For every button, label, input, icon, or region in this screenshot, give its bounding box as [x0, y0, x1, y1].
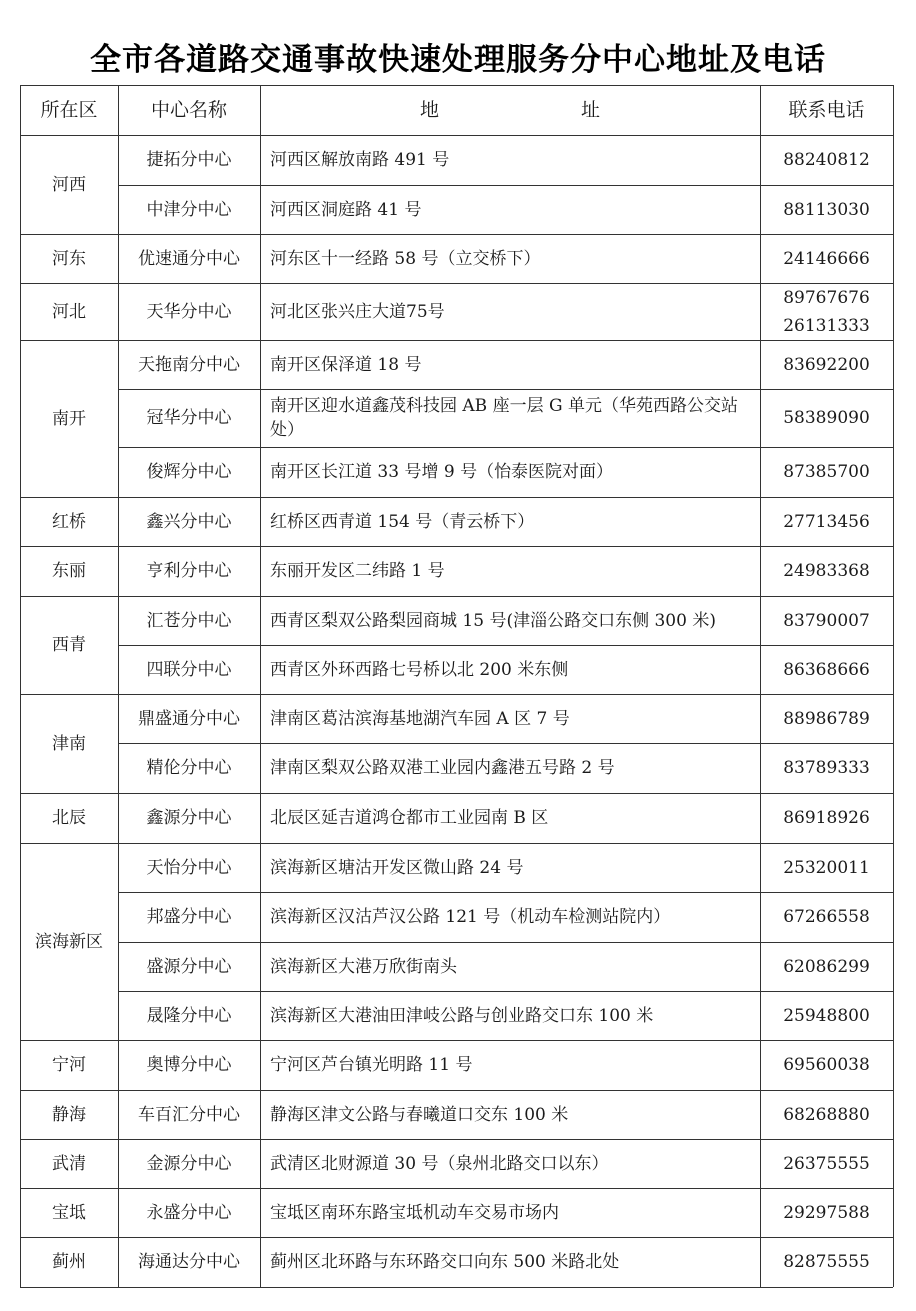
- center-address: 宝坻区南环东路宝坻机动车交易市场内: [270, 1202, 559, 1223]
- phone-number: [760, 185, 893, 234]
- phone-number: [760, 892, 893, 942]
- phone-number: [760, 1090, 893, 1139]
- center-address: 西青区外环西路七号桥以北 200 米东侧: [270, 659, 569, 680]
- table-rule: [20, 85, 893, 86]
- table-rule: [20, 1287, 118, 1288]
- phone-number: [760, 283, 893, 340]
- center-name: 永盛分中心: [146, 1202, 232, 1223]
- phone-number-line: 27713456: [783, 511, 870, 532]
- table-rule: [118, 1287, 893, 1288]
- phone-number: [760, 645, 893, 694]
- center-name: 天怡分中心: [146, 857, 232, 878]
- district-name: 北辰: [52, 808, 86, 828]
- phone-number: [760, 743, 893, 793]
- center-name: 天拖南分中心: [138, 354, 240, 375]
- district-name: 河北: [52, 301, 86, 322]
- district-name: 蓟州: [52, 1252, 86, 1272]
- center-name: 优速通分中心: [138, 248, 240, 269]
- phone-number: [760, 546, 893, 596]
- center-name: 邦盛分中心: [146, 907, 232, 927]
- phone-number: [760, 991, 893, 1040]
- district-name: 西青: [52, 635, 86, 655]
- center-address: 南开区保泽道 18 号: [270, 354, 422, 375]
- center-address: 宁河区芦台镇光明路 11 号: [270, 1055, 473, 1075]
- center-address: 西青区梨双公路梨园商城 15 号(津淄公路交口东侧 300 米): [270, 610, 716, 631]
- phone-number: [760, 1040, 893, 1090]
- phone-number-line: 58389090: [783, 408, 870, 428]
- district-name: 滨海新区: [35, 931, 103, 952]
- center-address: 北辰区延吉道鸿仓都市工业园南 B 区: [270, 808, 549, 828]
- phone-number-line: 82875555: [783, 1252, 870, 1272]
- center-name: 精伦分中心: [146, 758, 232, 778]
- center-name: 汇苍分中心: [146, 610, 232, 631]
- phone-number-line: 89767676: [783, 287, 870, 308]
- phone-number: [760, 497, 893, 546]
- center-address: 津南区葛沽滨海基地湖汽车园 A 区 7 号: [270, 708, 570, 729]
- center-address: 津南区梨双公路双港工业园内鑫港五号路 2 号: [270, 758, 615, 778]
- center-address: 武清区北财源道 30 号（泉州北路交口以东）: [270, 1153, 609, 1174]
- center-name: 冠华分中心: [146, 408, 232, 428]
- phone-number: [760, 596, 893, 645]
- phone-number-line: 88113030: [783, 199, 870, 220]
- center-name: 中津分中心: [146, 199, 232, 220]
- phone-number: [760, 389, 893, 447]
- phone-number: [760, 1237, 893, 1287]
- center-name: 四联分中心: [146, 659, 232, 680]
- phone-number: [760, 694, 893, 743]
- center-address: 南开区长江道 33 号增 9 号（怡泰医院对面）: [270, 462, 614, 482]
- phone-number-line: 67266558: [783, 907, 870, 927]
- phone-number-line: 87385700: [783, 462, 870, 482]
- phone-number: [760, 447, 893, 497]
- center-address: 河东区十一经路 58 号（立交桥下）: [270, 248, 541, 269]
- phone-number-line: 62086299: [783, 956, 870, 977]
- center-name: 鑫兴分中心: [146, 511, 232, 532]
- center-name: 车百汇分中心: [138, 1104, 240, 1125]
- district-name: 武清: [52, 1153, 86, 1174]
- center-address: 红桥区西青道 154 号（青云桥下）: [270, 511, 535, 532]
- center-address: 南开区迎水道鑫茂科技园 AB 座一层 G 单元（华苑西路公交站处）: [270, 396, 738, 440]
- phone-number-line: 24146666: [783, 248, 870, 269]
- phone-number: [760, 843, 893, 892]
- district-name: 宝坻: [52, 1202, 86, 1223]
- center-address: 滨海新区塘沽开发区微山路 24 号: [270, 857, 524, 878]
- header-district: 所在区: [40, 99, 98, 121]
- district-name: 东丽: [52, 561, 86, 581]
- header-phone: 联系电话: [788, 99, 865, 121]
- phone-number: [760, 135, 893, 185]
- phone-number-line: 83790007: [783, 610, 870, 631]
- phone-number-line: 83692200: [783, 354, 870, 375]
- phone-number-line: 88986789: [783, 708, 870, 729]
- phone-number: [760, 234, 893, 283]
- district-name: 津南: [52, 733, 86, 754]
- phone-number-line: 26375555: [783, 1153, 870, 1174]
- phone-number-line: 88240812: [783, 150, 870, 170]
- center-name: 晟隆分中心: [146, 1005, 232, 1026]
- district-name: 红桥: [52, 511, 86, 532]
- header-address: [260, 85, 760, 135]
- phone-number-line: 68268880: [783, 1104, 870, 1125]
- center-name: 鑫源分中心: [146, 808, 232, 828]
- center-address: 河西区解放南路 491 号: [270, 150, 450, 170]
- center-name: 捷拓分中心: [146, 150, 232, 170]
- center-address: 河西区洞庭路 41 号: [270, 199, 422, 220]
- district-name: 南开: [52, 408, 86, 429]
- district-name: 静海: [52, 1104, 86, 1125]
- phone-number-line: 29297588: [783, 1202, 870, 1223]
- center-name: 海通达分中心: [138, 1252, 240, 1272]
- center-name: 盛源分中心: [146, 956, 232, 977]
- center-address: 滨海新区汉沽芦汉公路 121 号（机动车检测站院内）: [270, 907, 671, 927]
- district-name: 宁河: [52, 1055, 86, 1075]
- phone-number: [760, 793, 893, 843]
- phone-number: [760, 942, 893, 991]
- phone-number: [760, 1139, 893, 1188]
- phone-number-line: 83789333: [783, 758, 870, 778]
- phone-number-line: 25320011: [783, 857, 870, 878]
- phone-number: [760, 340, 893, 389]
- phone-number-line: 86368666: [783, 659, 870, 680]
- center-address: 滨海新区大港万欣街南头: [270, 956, 457, 977]
- center-address: 蓟州区北环路与东环路交口向东 500 米路北处: [270, 1252, 620, 1272]
- table-rule: [893, 85, 894, 1287]
- center-address: 东丽开发区二纬路 1 号: [270, 561, 445, 581]
- page-title: 全市各道路交通事故快速处理服务分中心地址及电话: [90, 42, 826, 78]
- phone-number-line: 86918926: [783, 808, 870, 828]
- phone-number-line: 24983368: [783, 561, 870, 581]
- center-address: 静海区津文公路与春曦道口交东 100 米: [270, 1104, 569, 1125]
- center-name: 奥博分中心: [146, 1055, 232, 1075]
- header-center-name: 中心名称: [150, 99, 227, 121]
- phone-number-line: 26131333: [783, 315, 870, 336]
- center-name: 亨利分中心: [146, 561, 232, 581]
- center-name: 天华分中心: [146, 301, 232, 322]
- header-address-right: 址: [580, 99, 600, 121]
- phone-number-line: 25948800: [783, 1005, 870, 1026]
- center-address: 滨海新区大港油田津岐公路与创业路交口东 100 米: [270, 1005, 654, 1026]
- center-name: 金源分中心: [146, 1153, 232, 1174]
- district-name: 河西: [52, 174, 86, 195]
- center-name: 俊辉分中心: [146, 462, 232, 482]
- district-name: 河东: [52, 248, 86, 269]
- phone-number: [760, 1188, 893, 1237]
- phone-number-line: 69560038: [783, 1055, 870, 1075]
- header-address-left: 地: [420, 99, 440, 121]
- center-address: 河北区张兴庄大道75号: [270, 301, 445, 322]
- center-name: 鼎盛通分中心: [138, 708, 240, 729]
